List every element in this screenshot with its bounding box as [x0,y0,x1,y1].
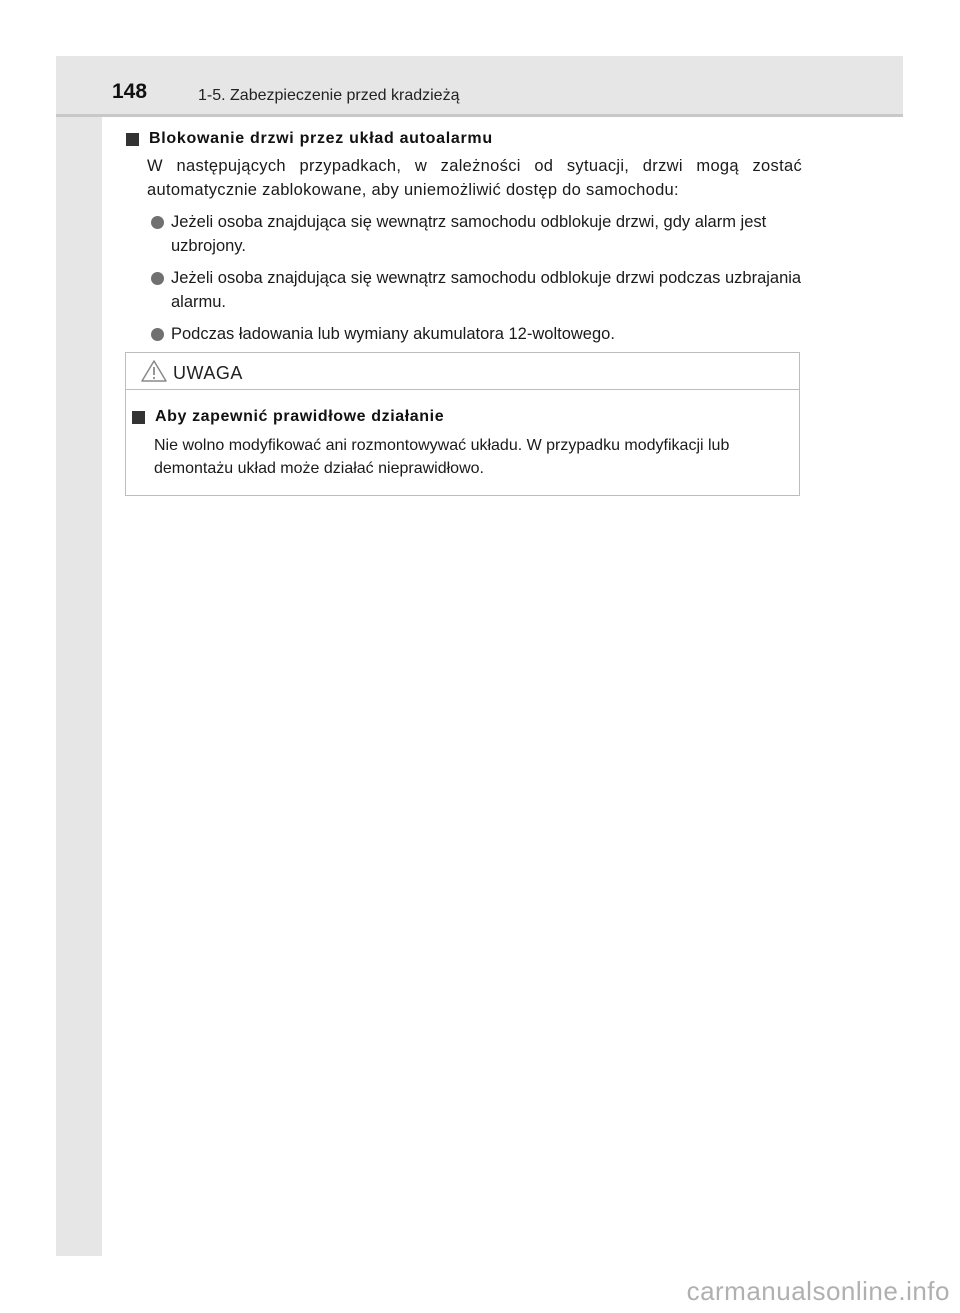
chapter-title: 1-5. Zabezpieczenie przed kradzieżą [198,87,460,104]
section-heading-text: Blokowanie drzwi przez układ autoalarmu [149,130,493,147]
warning-box [125,352,800,496]
list-item [126,322,802,346]
list-item-text: Podczas ładowania lub wymiany akumulatora 12-woltowego. [171,325,615,343]
square-bullet-icon [126,133,139,146]
alarm-lock-section [126,128,802,354]
square-bullet-icon [132,411,145,424]
list-item [126,210,802,258]
warning-text: Nie wolno modyfikować ani rozmontowywać układu. W przypadku modyfikacji lub demontażu układ może działać nieprawidłowo. [154,437,730,477]
page-margin-band [56,56,102,1256]
bullet-list [126,210,802,346]
watermark: carmanualsonline.info [686,1276,950,1306]
round-bullet-icon [151,272,164,285]
list-item-text: Jeżeli osoba znajdująca się wewnątrz samochodu odblokuje drzwi podczas uzbrajania alarmu. [171,269,802,311]
header-divider [56,114,903,117]
list-item [126,266,802,314]
warning-header [126,353,799,390]
round-bullet-icon [151,328,164,341]
warning-triangle-icon [140,359,168,383]
page-number: 148 [112,80,148,103]
section-heading [126,128,802,150]
warning-subheading-text: Aby zapewnić prawidłowe działanie [155,408,445,425]
section-intro: W następujących przypadkach, w zależności od sytuacji, drzwi mogą zostać automatycznie zablokowane, aby uniemożliwić dostęp do samochodu: [147,157,802,199]
round-bullet-icon [151,216,164,229]
page-header [56,56,903,114]
warning-subheading [132,406,783,428]
warning-body [126,390,799,480]
list-item-text: Jeżeli osoba znajdująca się wewnątrz samochodu odblokuje drzwi, gdy alarm jest uzbrojony. [171,213,767,255]
warning-title: UWAGA [173,363,243,383]
